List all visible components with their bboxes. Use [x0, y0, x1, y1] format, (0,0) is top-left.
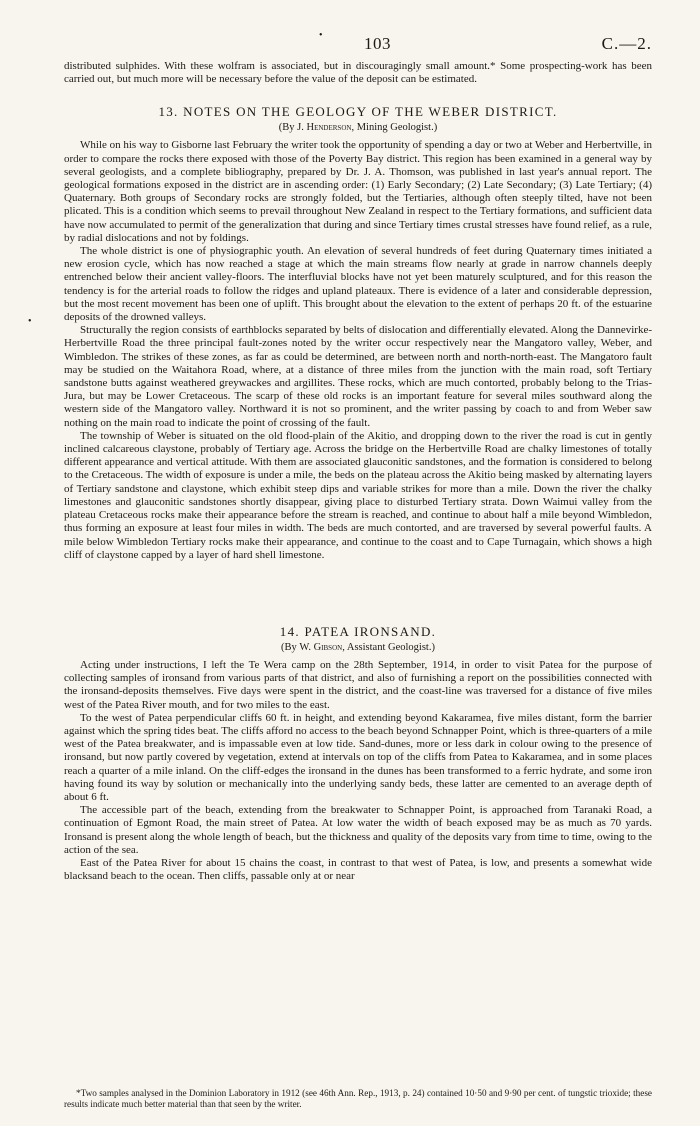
- section-13-paragraph: The whole district is one of physiographic youth. An elevation of several hundreds of feet during Quaternary times initiated a new erosion cycle, which has now reached a stage at which the main streams flow nearly at grade in narrow channels deeply entrenched below their ancient valley-floors. The interfluvial blocks have not yet been maturely sculptured, and for this reason the tendency is for the arterial roads to follow the ridges and upland plateaux. There is evidence of a later and considerable depression, but the most recent movement has been one of uplift. This brought about the elevation to the extent of perhaps 20 ft. of the estuarine deposits of the drowned valleys.: [64, 245, 652, 324]
- section-13-paragraph: While on his way to Gisborne last February the writer took the opportunity of spending a day or two at Weber and Herbertville, in order to compare the rocks there exposed with those of the Poverty Bay district. This region has been examined in a general way by several geologists, and a complete bibliography, prepared by Dr. J. A. Thomson, was published in last year's annual report. The geological formations exposed in the district are in ascending order: (1) Early Secondary; (2) Late Secondary; (3) Late Tertiary; (4) Quaternary. Both groups of Secondary rocks are strongly folded, but the Tertiaries, although often steeply tilted, have not been plicated. This is a condition which seems to prevail throughout New Zealand in respect to the Tertiary formations, and sufficient data have now accumulated to permit of the generalization that during and since Tertiary times crustal stresses have found relief, as a rule, by radial dislocations and not by foldings.: [64, 139, 652, 244]
- document-reference: C.—2.: [601, 34, 652, 53]
- section-14-paragraph: The accessible part of the beach, extending from the breakwater to Schnapper Point, is approached from Taranaki Road, a continuation of Egmont Road, the main street of Patea. At low water the width of beach exposed may be as much as 70 yards. Ironsand is present along the whole length of beach, but the thickness and quality of the deposits vary from time to time, owing to the action of the sea.: [64, 804, 652, 856]
- byline-prefix: (By: [281, 641, 300, 653]
- section-gap: [64, 562, 652, 606]
- section-13-title: 13. NOTES ON THE GEOLOGY OF THE WEBER DISTRICT.: [158, 104, 558, 120]
- section-13-byline: [64, 122, 652, 133]
- section-14-paragraph: East of the Patea River for about 15 chains the coast, in contrast to that west of Patea, is low, and presents a somewhat wide blacksand beach to the ocean. Then cliffs, passable only at or near: [64, 856, 652, 883]
- footnote-text: *Two samples analysed in the Dominion Laboratory in 1912 (see 46th Ann. Rep., 1913, p. 24) contained 10·50 and 9·90 per cent. of tungstic trioxide; these results indicate much better material than that seen by the writer.: [64, 1088, 652, 1109]
- section-14-title: 14. PATEA IRONSAND.: [279, 623, 437, 639]
- author-name: J. Henderson: [297, 122, 352, 134]
- byline-suffix: , Mining Geologist.): [351, 122, 438, 134]
- section-13-paragraph: The township of Weber is situated on the old flood-plain of the Akitio, and dropping down to the river the road is cut in gently inclined calcareous claystone, probably of Tertiary age. Across the bridge on the Herbertville Road are chalky limestones of totally different appearance and vertical attitude. With them are associated glauconitic sandstones, and the formation is considered to belong to the Cretaceous. The width of exposure is under a mile, the beds on the plateau across the Akitio being masked by alternating layers of Tertiary sandstone and claystone, which exhibit steep dips and variable strikes for more than a mile. Down the river the chalky limestones and glauconitic sandstones shortly disappear, giving place to disturbed Tertiary strata. Down Waimui valley from the plateau Cretaceous rocks make their appearance before the stream is reached, and continue to about half a mile beyond Wimbledon, thus forming an exposure at least four miles in width. The beds are much contorted, and are traversed by several powerful faults. A mile below Wimbledon Tertiary rocks make their appearance, and continue to the coast and to Cape Turnagain, which shows a high cliff of claystone capped by a layer of hard shell limestone.: [64, 429, 652, 561]
- intro-paragraph: distributed sulphides. With these wolfram is associated, but in discouragingly small amount.* Some prospecting-work has been carried out, but much more will be necessary before the value of the deposit can be estimated.: [64, 60, 652, 86]
- page-header: [64, 0, 652, 60]
- author-name: W. Gibson: [299, 641, 343, 653]
- byline-prefix: (By: [278, 122, 298, 134]
- margin-mark: •: [28, 316, 32, 327]
- section-14-paragraph: Acting under instructions, I left the Te Wera camp on the 28th September, 1914, in order to visit Patea for the purpose of collecting samples of ironsand from various parts of that district, and also of furnishing a report on the possibilities connected with the ironsand-deposits themselves. Five days were spent in the district, and the coast-line was traversed for a distance of five miles west of the Patea River mouth, and for two miles to the east.: [64, 658, 652, 711]
- section-14-byline: [64, 642, 652, 653]
- header-marker: •: [319, 30, 323, 41]
- section-14-paragraph: To the west of Patea perpendicular cliffs 60 ft. in height, and extending beyond Kakaramea, five miles distant, form the barrier against which the spring tides beat. The cliffs afford no access to the beach beyond Schnapper Point, which is three-quarters of a mile west of the Patea breakwater, and is impassable even at low tide. Sand-dunes, more or less dark in colour owing to the presence of ironsand, but now partly covered by vegetation, extend at intervals on top of the cliffs from Patea to Kakaramea, and in some places reach a quarter of a mile inland. On the cliff-edges the ironsand in the dunes has been transformed to a ferric hydrate, and some iron having found its way by solution or mechanically into the underlying sandy beds, these latter are cemented to an average depth of about 6 ft.: [64, 711, 652, 803]
- section-13-paragraph: Structurally the region consists of earthblocks separated by belts of dislocation and differentially elevated. Along the Dannevirke-Herbertville Road the three principal fault-zones noted by the writer occur respectively near the Mangatoro valley, Weber, and Wimbledon. The strikes of these zones, as far as could be determined, are between north and north-north-east. The Mangatoro fault may be studied on the Waitahora Road, where, at a distance of three miles from the junction with the main road, soft Tertiary sandstone butts against weathered greywackes and argillites. These rocks, which are much contorted, probably belong to the Trias-Jura, but may be Lower Cretaceous. The scarp of these old rocks is an important feature for several miles southward along the western side of the Mangatoro valley. Northward it is not so prominent, and the writer passing by coach to and from Weber saw nothing on the main road to indicate the point of crossing of the fault.: [64, 324, 652, 429]
- byline-suffix: , Assistant Geologist.): [342, 641, 435, 653]
- footnote: [64, 1088, 652, 1110]
- page-number: 103: [364, 34, 391, 53]
